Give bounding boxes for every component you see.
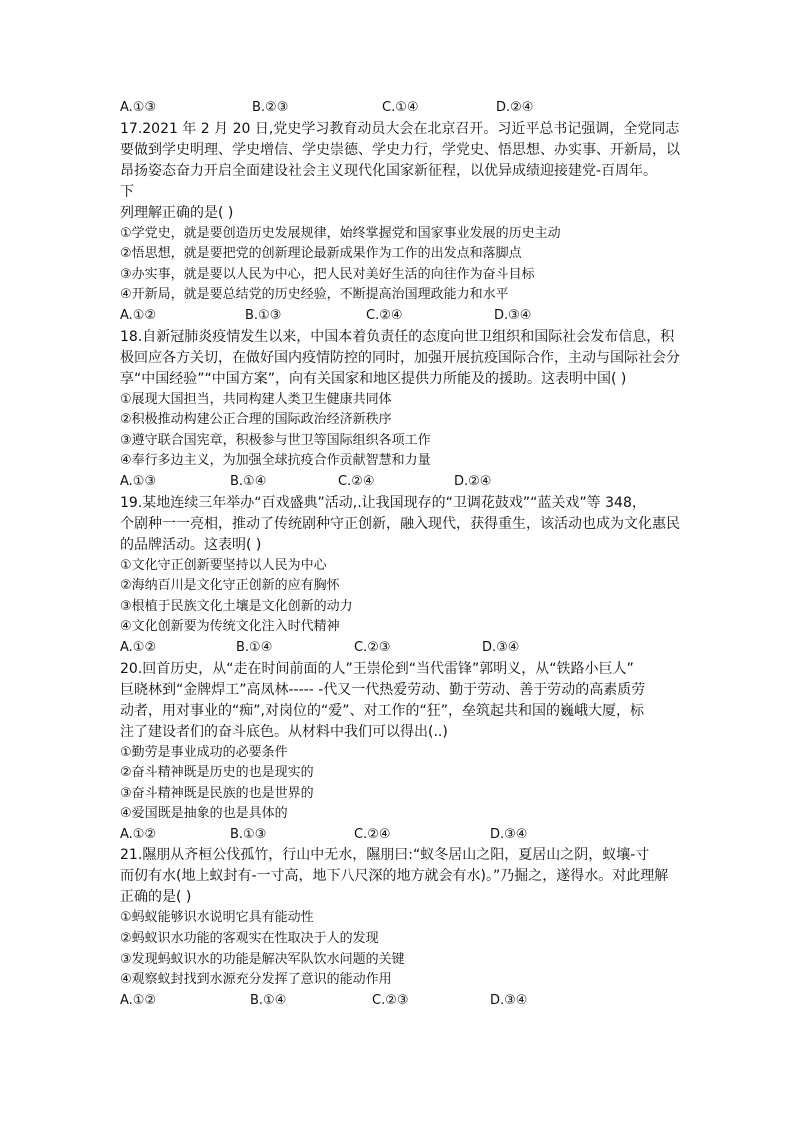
option-c: C.②③ bbox=[372, 992, 409, 1008]
question-stem-line: 昂扬姿态奋力开启全面建设社会主义现代化国家新征程，以优异成绩迎接建党-百周年。 bbox=[120, 162, 658, 179]
options-row bbox=[120, 306, 682, 327]
question-stem-line: 巨晓林到“金牌焊工”高凤林----- -代又一代热爱劳动、勤于劳动、善于劳动的高素质劳 bbox=[120, 681, 646, 698]
statement-item: ①勤劳是事业成功的必要条件 bbox=[120, 744, 288, 760]
question-19 bbox=[120, 493, 682, 659]
question-stem-line: 享“中国经验”“中国方案”，向有关国家和地区提供力所能及的援助。这表明中国( ) bbox=[120, 370, 627, 387]
statement-item: ④观察蚁封找到水源充分发挥了意识的能动作用 bbox=[120, 972, 392, 988]
statement-item: ①蚂蚁能够识水说明它具有能动性 bbox=[120, 910, 314, 926]
question-stem-line: 下 bbox=[120, 183, 134, 200]
option-a: A.①② bbox=[120, 826, 157, 842]
question-17 bbox=[120, 119, 682, 327]
question-stem-line: 正确的是( ) bbox=[120, 889, 192, 906]
question-stem-line: 的品牌活动。这表明( ) bbox=[120, 536, 262, 553]
exam-page bbox=[120, 98, 682, 1011]
options-row bbox=[120, 825, 682, 846]
option-a: A.①② bbox=[120, 992, 157, 1008]
question-stem-line: 个剧种一一亮相，推动了传统剧种守正创新，融入现代，获得重生，该活动也成为文化惠民 bbox=[120, 515, 680, 532]
option-b: B.①④ bbox=[236, 639, 273, 655]
option-c: C.②③ bbox=[354, 639, 391, 655]
statement-item: ③根植于民族文化土壤是文化创新的动力 bbox=[120, 598, 353, 614]
option-b: B.①③ bbox=[245, 307, 282, 323]
question-stem-line: 17.2021 年 2 月 20 日,党史学习教育动员大会在北京召开。习近平总书记强调，全党同志 bbox=[120, 120, 680, 137]
question-18 bbox=[120, 327, 682, 493]
question-stem-line: 18.自新冠肺炎疫情发生以来，中国本着负责任的态度向世卫组织和国际社会发布信息，积 bbox=[120, 328, 675, 345]
statement-item: ①文化守正创新要坚持以人民为中心 bbox=[120, 557, 327, 573]
statement-item: ②海纳百川是文化守正创新的应有胸怀 bbox=[120, 578, 340, 594]
question-stem-line: 动者，用对事业的“痴”,对岗位的“爱”、对工作的“狂”，垒筑起共和国的巍峨大厦，标 bbox=[120, 702, 644, 719]
statement-item: ②奋斗精神既是历史的也是现实的 bbox=[120, 765, 314, 781]
option-b: B.②③ bbox=[252, 100, 289, 115]
option-d: D.③④ bbox=[494, 307, 532, 323]
option-d: D.③④ bbox=[490, 826, 528, 842]
question-stem-line: 20.回首历史，从“走在时间前面的人”王崇伦到“当代雷锋”郭明义，从“铁路小巨人” bbox=[120, 660, 634, 677]
statement-item: ③遵守联合国宪章，积极参与世卫等国际组织各项工作 bbox=[120, 432, 431, 448]
options-row bbox=[120, 638, 682, 659]
question-stem-line: 注了建设者们的奋斗底色。从材料中我们可以得出(..) bbox=[120, 723, 448, 740]
option-b: B.①④ bbox=[230, 473, 267, 489]
statement-item: ②积极推动构建公正合理的国际政治经济新秩序 bbox=[120, 412, 392, 428]
option-b: B.①③ bbox=[230, 826, 267, 842]
question-20 bbox=[120, 659, 682, 846]
question-stem-line: 而仞有水(地上蚁封有-一寸高，地下八尺深的地方就会有水)。”乃掘之，遂得水。对此理解 bbox=[120, 868, 669, 885]
option-c: C.②④ bbox=[354, 826, 391, 842]
option-a: A.①② bbox=[120, 639, 157, 655]
options-row bbox=[120, 472, 682, 493]
statement-item: ①学党史，就是要创造历史发展规律，始终掌握党和国家事业发展的历史主动 bbox=[120, 225, 561, 241]
statement-item: ②蚂蚁识水功能的客观实在性取决于人的发现 bbox=[120, 931, 379, 947]
statement-item: ③奋斗精神既是民族的也是世界的 bbox=[120, 785, 314, 801]
option-d: D.③④ bbox=[490, 992, 528, 1008]
option-b: B.①④ bbox=[250, 992, 287, 1008]
option-c: C.②④ bbox=[366, 307, 403, 323]
statement-item: ②悟思想，就是要把党的创新理论最新成果作为工作的出发点和落脚点 bbox=[120, 246, 522, 262]
statement-item: ④开新局，就是要总结党的历史经验，不断提高治国理政能力和水平 bbox=[120, 287, 509, 303]
question-21 bbox=[120, 845, 682, 1011]
question-stem-line: 要做到学史明理、学史增信、学史崇德、学史力行，学党史、悟思想、办实事、开新局，以 bbox=[120, 141, 680, 158]
option-d: D.②④ bbox=[454, 473, 492, 489]
option-d: D.③④ bbox=[482, 639, 520, 655]
question-stem-line: 19.某地连续三年举办“百戏盛典”活动,.让我国现存的“卫调花鼓戏”“蓝关戏”等 348， bbox=[120, 494, 646, 511]
statement-item: ①展现大国担当，共同构建人类卫生健康共同体 bbox=[120, 391, 392, 407]
question-stem-line: 21.隰朋从齐桓公伐孤竹，行山中无水，隰朋曰:“蚁冬居山之阳，夏居山之阴，蚁壤-寸 bbox=[120, 847, 650, 864]
option-c: C.②④ bbox=[338, 473, 375, 489]
options-row-prev bbox=[120, 98, 682, 119]
question-stem-line: 极回应各方关切，在做好国内疫情防控的同时，加强开展抗疫国际合作，主动与国际社会分 bbox=[120, 349, 680, 366]
statement-item: ③办实事，就是要以人民为中心，把人民对美好生活的向往作为奋斗目标 bbox=[120, 266, 535, 282]
statement-item: ④奉行多边主义，为加强全球抗疫合作贡献智慧和力量 bbox=[120, 453, 431, 469]
option-a: A.①② bbox=[120, 307, 157, 323]
question-stem-line: 列理解正确的是( ) bbox=[120, 204, 234, 221]
options-row bbox=[120, 991, 682, 1012]
statement-item: ④文化创新要为传统文化注入时代精神 bbox=[120, 619, 340, 635]
statement-item: ④爱国既是抽象的也是具体的 bbox=[120, 806, 288, 822]
statement-item: ③发现蚂蚁识水的功能是解决军队饮水问题的关键 bbox=[120, 951, 405, 967]
option-d: D.②④ bbox=[496, 100, 534, 115]
option-a: A.①③ bbox=[120, 100, 157, 115]
option-a: A.①③ bbox=[120, 473, 157, 489]
option-c: C.①④ bbox=[382, 100, 419, 115]
